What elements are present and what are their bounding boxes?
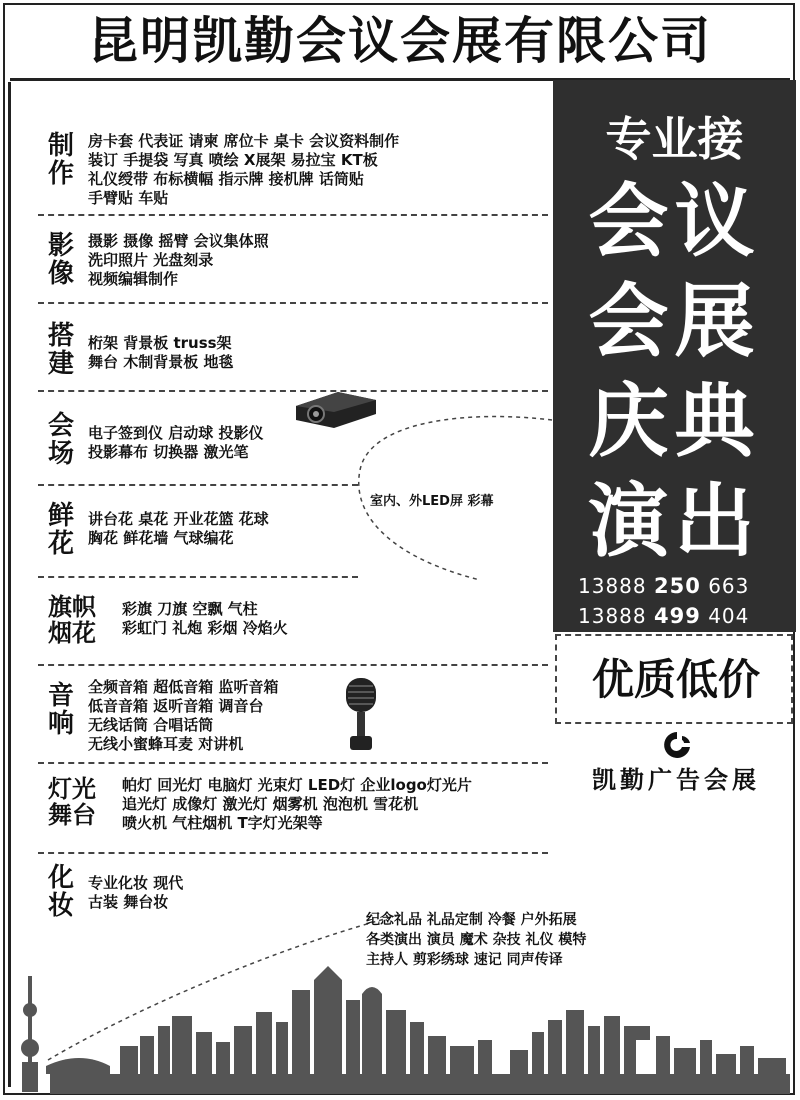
item-line: 无线小蜜蜂耳麦 对讲机 bbox=[88, 735, 244, 753]
service-line: 主持人 剪彩绣球 速记 同声传译 bbox=[366, 952, 563, 968]
item-line: 装订 手提袋 写真 喷绘 X展架 易拉宝 KT板 bbox=[88, 151, 378, 169]
category-label: 鲜花 bbox=[48, 501, 75, 559]
item-line: 彩旗 刀旗 空飘 气柱 bbox=[122, 600, 258, 618]
extra-services bbox=[366, 910, 586, 970]
category-label: 搭建 bbox=[48, 321, 75, 379]
item-line: 摄影 摄像 摇臂 会议集体照 bbox=[88, 232, 269, 250]
item-line: 喷火机 气柱烟机 T字灯光架等 bbox=[122, 814, 323, 832]
projector-icon bbox=[290, 388, 380, 430]
item-line: 专业化妆 现代 bbox=[88, 874, 184, 892]
item-line: 投影幕布 切换器 激光笔 bbox=[88, 443, 249, 461]
phone-number: 13888 499 404 bbox=[578, 604, 750, 628]
brand-logo-icon bbox=[660, 730, 694, 760]
brand-name: 凯勤广告会展 bbox=[592, 766, 760, 794]
category-label: 旗帜烟花 bbox=[48, 593, 96, 647]
keyword-exhibition: 会展 bbox=[588, 275, 761, 368]
phone-number: 13888 250 663 bbox=[578, 574, 750, 598]
right-panel bbox=[553, 80, 796, 632]
category-label: 灯光舞台 bbox=[48, 775, 96, 829]
item-line: 古装 舞台妆 bbox=[88, 893, 169, 911]
led-screen-label: 室内、外LED屏 彩幕 bbox=[370, 494, 494, 509]
item-line: 讲台花 桌花 开业花篮 花球 bbox=[88, 510, 269, 528]
item-line: 帕灯 回光灯 电脑灯 光束灯 LED灯 企业logo灯光片 bbox=[122, 776, 472, 794]
item-line: 视频编辑制作 bbox=[88, 270, 179, 288]
item-line: 桁架 背景板 truss架 bbox=[88, 334, 232, 352]
item-line: 追光灯 成像灯 激光灯 烟雾机 泡泡机 雪花机 bbox=[122, 795, 419, 813]
item-line: 全频音箱 超低音箱 监听音箱 bbox=[88, 678, 279, 696]
service-line: 纪念礼品 礼品定制 冷餐 户外拓展 bbox=[366, 912, 577, 928]
price-box bbox=[555, 634, 793, 724]
category-label: 影像 bbox=[48, 231, 75, 289]
keyword-celebration: 庆典 bbox=[588, 375, 761, 468]
company-title: 昆明凯勤会议会展有限公司 bbox=[88, 12, 712, 70]
item-line: 手臂贴 车贴 bbox=[88, 189, 169, 207]
microphone-icon bbox=[340, 676, 382, 754]
item-line: 电子签到仪 启动球 投影仪 bbox=[88, 424, 264, 442]
item-line: 洗印照片 光盘刻录 bbox=[88, 251, 214, 269]
category-label: 化妆 bbox=[48, 863, 75, 921]
item-line: 无线话筒 合唱话筒 bbox=[88, 716, 214, 734]
service-line: 各类演出 演员 魔术 杂技 礼仪 模特 bbox=[366, 932, 587, 948]
category-label: 音响 bbox=[48, 681, 75, 739]
keyword-meeting: 会议 bbox=[588, 175, 761, 268]
item-line: 胸花 鲜花墙 气球编花 bbox=[88, 529, 234, 547]
category-label: 制作 bbox=[48, 131, 75, 189]
category-label: 会场 bbox=[48, 411, 75, 469]
item-line: 低音音箱 返听音箱 调音台 bbox=[88, 697, 264, 715]
item-line: 房卡套 代表证 请柬 席位卡 桌卡 会议资料制作 bbox=[88, 132, 400, 150]
item-line: 舞台 木制背景板 地毯 bbox=[88, 353, 234, 371]
item-line: 礼仪绶带 布标横幅 指示牌 接机牌 话筒贴 bbox=[88, 170, 364, 188]
item-line: 彩虹门 礼炮 彩烟 冷焰火 bbox=[122, 619, 288, 637]
tagline: 专业接 bbox=[605, 112, 744, 166]
price-slogan: 优质低价 bbox=[591, 655, 760, 704]
city-skyline bbox=[10, 966, 792, 1094]
keyword-performance: 演出 bbox=[588, 475, 761, 568]
